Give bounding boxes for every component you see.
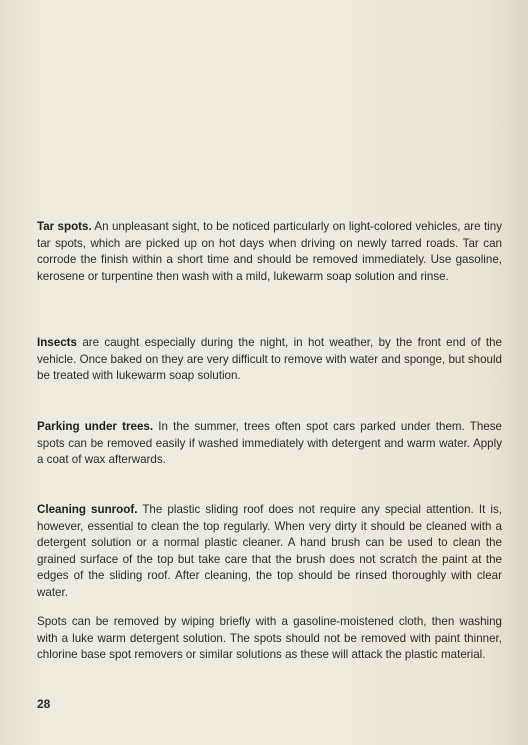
sunroof-heading: Cleaning sunroof.: [37, 503, 138, 516]
sunroof-text: The plastic sliding roof does not require any special attention. It is, however, essential to clean the top regularly. When very dirty it should be cleaned with a detergent solution or a normal plastic cleaner. A hand brush can be used to clean the grained surface of the top but take care that the brush does not scratch the paint at the edges of the sliding roof. After cleaning, the top should be rinsed thoroughly with clear water.: [37, 503, 503, 599]
tar-spots-text: An unpleasant sight, to be noticed particularly on light-colored vehicles, are tiny tar spots, which are picked up on hot days when driving on newly tarred roads. Tar can corrode the finish within a short time and should be removed immediately. Use gasoline, kerosene or turpentine then wash with a mild, lukewarm soap solution and rinse.: [37, 220, 502, 283]
parking-text: In the summer, trees often spot cars parked under them. These spots can be removed easily if washed immediately with detergent and warm water. Apply a coat of wax afterwards.: [37, 420, 502, 467]
insects-paragraph: [37, 335, 502, 385]
parking-heading: Parking under trees.: [37, 420, 154, 433]
insects-heading: Insects: [37, 336, 77, 349]
tar-spots-paragraph: [37, 219, 502, 285]
sunroof-paragraph: [37, 502, 502, 602]
parking-paragraph: [37, 419, 502, 469]
tar-spots-heading: Tar spots.: [37, 220, 92, 233]
spots-removal-paragraph: Spots can be removed by wiping briefly with a gasoline-moistened cloth, then washing with a luke warm detergent solution. The spots should not be removed with paint thinner, chlorine base spot removers or similar solutions as these will attack the plastic material.: [37, 615, 502, 662]
page-number: 28: [37, 697, 51, 711]
insects-text: are caught especially during the night, in hot weather, by the front end of the vehicle. Once baked on they are very difficult to remove with water and sponge, but should be treated with lukewarm soap solution.: [37, 336, 502, 383]
